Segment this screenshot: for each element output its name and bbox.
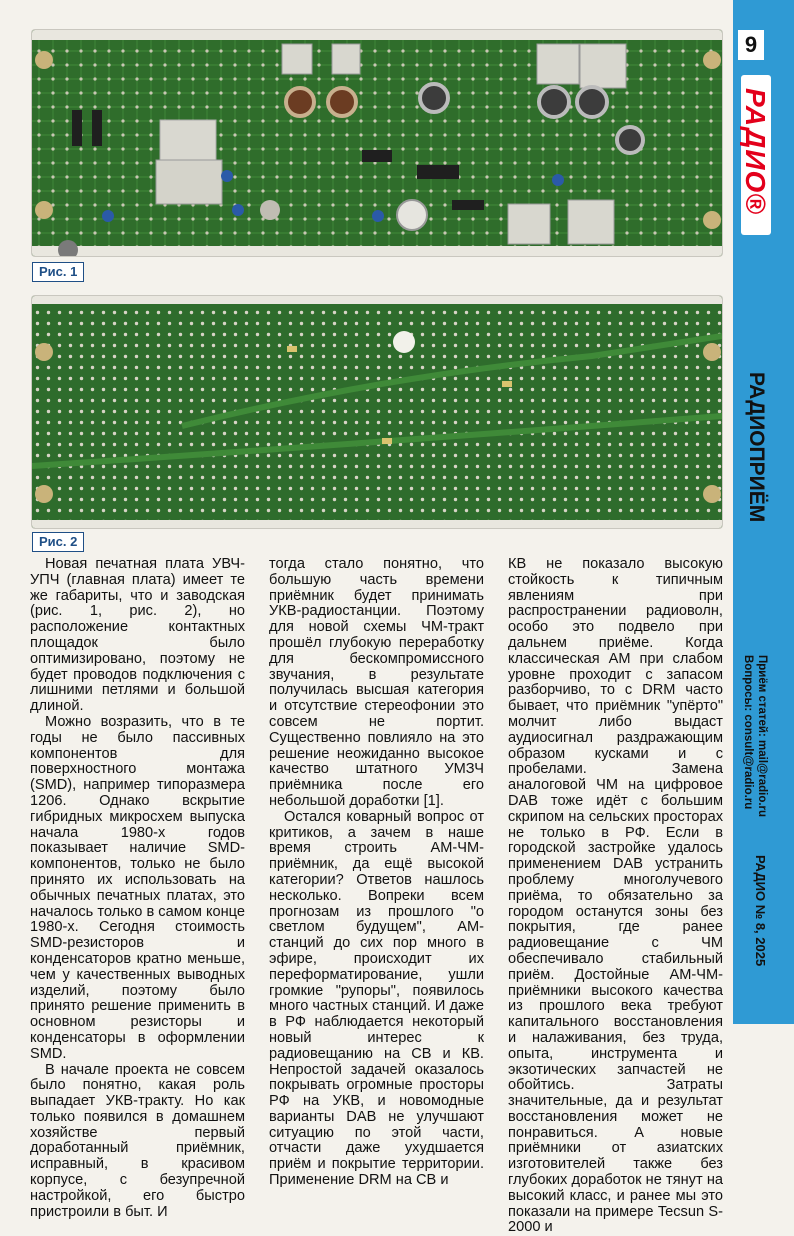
- figure-1-caption: Рис. 1: [32, 262, 84, 282]
- figure-2-caption: Рис. 2: [32, 532, 84, 552]
- pcb-component-side-photo: [32, 30, 722, 256]
- magazine-logo: РАДИО®: [740, 88, 771, 215]
- pcb-solder-side-photo: [32, 296, 722, 528]
- contacts-articles: Приём статей: mail@radio.ru: [756, 655, 768, 818]
- pcb-bottom-image: [32, 296, 722, 528]
- contacts-block: [741, 655, 769, 817]
- paragraph: Можно возразить, что в те годы не было пассивных компонентов для поверхностного монтажа (SMD), например типоразмера 1206. Однако вскрытие гибридных микросхем выпуска начала 1980-х годов показывает наличие SMD-компонентов, только не было принято их использовать на обычных печатных платах, это началось только в самом конце 1980-х. Сегодня стоимость SMD-резисторов и конденсаторов кратно меньше, чем у качественных выводных изделий, поэтому было принято решение применить в основном резисторы и конденсаторы в оформлении SMD.: [30, 713, 245, 1062]
- paragraph: Остался коварный вопрос от критиков, а зачем в наше время строить АМ-ЧМ-приёмник, да ещё высокой категории? Ответов нашлось несколько. Вопреки всем прогнозам из прошлого "о светлом будущем", АМ-станций до сих пор много в эфире, происходит их переформатирование, ушли громкие "рупоры", появилось много частных станций. И даже в РФ наблюдается некоторый новый интерес к радиовещанию на СВ и КВ. Непростой задачей оказалось покрывать огромные просторы РФ на УКВ, и новомодные варианты DAB не улучшают ситуацию по этой части, отчасти даже ухудшается приём и покрытие территории. Применение DRM на СВ и: [269, 808, 484, 1189]
- contacts-questions: Вопросы: consult@radio.ru: [742, 655, 754, 810]
- paragraph: тогда стало понятно, что большую часть времени приёмник будет принимать УКВ-радиостанции. Поэтому для новой схемы ЧМ-тракт прошёл глубокую переработку для бескомпромиссного звучания, в результате получилась высшая категория и отсутствие стереофонии это совсем не портит. Существенно повлияло на это решение неожиданно высокое качество штатного УМЗЧ приёмника после его небольшой доработки [1].: [269, 556, 484, 809]
- article-column-1: [30, 557, 245, 1220]
- paragraph: КВ не показало высокую стойкость к типичным явлениям при распространении радиоволн, особо это подвело при дальнем приёме. Когда классическая АМ при слабом уровне проходит с запасом разборчиво, то с DRM часто бывает, что приёмник "упёрто" молчит либо выдаст аудиосигнал раздражающим образом кусками и с пробелами. Замена аналоговой ЧМ на цифровое DAB тоже идёт с большим скрипом на сельских просторах не только в РФ. Если в городской застройке удалось применением DAB устранить проблему многолучевого приёма, то обязательно за городом останутся зоны без покрытия, где ранее радиовещание с ЧМ обеспечивало стабильный приём. Достойные АМ-ЧМ-приёмники высокого качества из прошлого века требуют капитального восстановления и налаживания, без труда, опыта, инструмента и экзотических запчастей не обойтись. Затраты значительные, да и результат восстановления может не понравиться. А новые приёмники от азиатских изготовителей также без глубоких доработок не тянут на высокий класс, и ранее мы это показали на примере Tecsun S-2000 и: [508, 556, 723, 1236]
- paragraph: В начале проекта не совсем было понятно, какая роль выпадает УКВ-тракту. Но как только появился в домашнем хозяйстве первый доработанный приёмник, исправный, в красивом корпусе, с безупречной настройкой, его быстро пристроили в быт. И: [30, 1061, 245, 1220]
- pcb-top-image: [32, 30, 722, 256]
- article-column-3: [508, 557, 723, 1236]
- issue-label: РАДИО № 8, 2025: [753, 855, 768, 967]
- section-title: РАДИОПРИЁМ: [745, 372, 768, 523]
- page-number: 9: [738, 30, 764, 60]
- article-column-2: [269, 557, 484, 1189]
- paragraph: Новая печатная плата УВЧ-УПЧ (главная плата) имеет те же габариты, что и заводская (рис. 1, рис. 2), но расположение контактных площадок было оптимизировано, поэтому не будет проводов подключения с лишними петлями и большой длиной.: [30, 556, 245, 715]
